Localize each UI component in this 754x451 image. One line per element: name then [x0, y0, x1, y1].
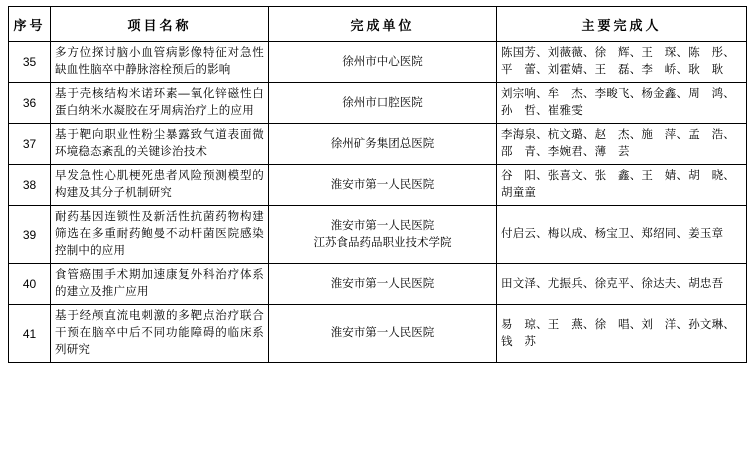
table-row: [9, 305, 747, 363]
people-line: 平 蕾、刘霍婧、王 磊、李 峤、耿 耿: [501, 64, 724, 76]
people-line: 田文泽、尤振兵、徐克平、徐达夫、胡忠吾: [501, 277, 724, 290]
project-name-line: 控制中的应用: [55, 245, 126, 257]
unit-line: 徐州市中心医院: [342, 55, 423, 68]
people-line: 孙 哲、崔雅雯: [501, 105, 583, 117]
project-name-line: 基于经颅直流电刺激的多靶点治疗联合: [55, 310, 264, 322]
project-name-line: 早发急性心肌梗死患者风险预测模型的: [55, 170, 264, 182]
project-name-line: 耐药基因连锁性及新活性抗菌药物构建: [55, 211, 264, 223]
people-line: 邵 青、李婉君、薄 芸: [501, 146, 630, 158]
project-name-line: 基于壳核结构米诺环素—氧化锌磁性白: [55, 88, 264, 100]
project-name-line: 缺血性脑卒中静脉溶栓预后的影响: [55, 64, 231, 76]
column-header-project-name: 项目名称: [51, 7, 269, 42]
project-name-line: 多方位探讨脑小血管病影像特征对急性: [55, 47, 264, 59]
people-line: 钱 苏: [501, 335, 537, 348]
project-name-line: 的建立及推广应用: [55, 286, 149, 298]
cell-project-name: [51, 264, 269, 305]
column-header-people: 主要完成人: [497, 7, 747, 42]
table-body: [9, 42, 747, 363]
people-line: 谷 阳、张喜文、张 鑫、王 婧、胡 晓、: [501, 170, 735, 182]
table-row: [9, 165, 747, 206]
cell-people: [497, 305, 747, 363]
cell-project-name: [51, 83, 269, 124]
project-name-line: 干预在脑卒中后不同功能障碍的临床系: [55, 327, 264, 339]
unit-line: 淮安市第一人民医院: [330, 327, 435, 339]
unit-line: 淮安市第一人民医院: [330, 219, 435, 232]
project-name-line: 蛋白纳米水凝胶在牙周病治疗上的应用: [55, 105, 254, 117]
cell-unit: [269, 264, 497, 305]
cell-no: 36: [9, 83, 51, 124]
cell-no: 37: [9, 124, 51, 165]
project-name-line: 基于靶向职业性粉尘暴露致气道表面微: [55, 129, 264, 141]
cell-no: 40: [9, 264, 51, 305]
unit-line: 徐州市口腔医院: [342, 96, 423, 109]
cell-unit: [269, 206, 497, 264]
cell-people: [497, 42, 747, 83]
table-row: [9, 264, 747, 305]
people-line: 胡童童: [501, 187, 537, 199]
unit-line: 淮安市第一人民医院: [330, 277, 435, 290]
cell-people: [497, 165, 747, 206]
cell-unit: [269, 83, 497, 124]
table-row: [9, 206, 747, 264]
table-row: [9, 83, 747, 124]
cell-no: 35: [9, 42, 51, 83]
table-header-row: [9, 7, 747, 42]
cell-project-name: [51, 305, 269, 363]
project-name-line: 列研究: [55, 344, 91, 356]
cell-unit: [269, 42, 497, 83]
cell-no: 38: [9, 165, 51, 206]
cell-unit: [269, 124, 497, 165]
people-line: 付启云、梅以成、杨宝卫、郑绍同、姜玉章: [501, 228, 724, 240]
unit-line: 江苏食品药品职业技术学院: [313, 236, 452, 249]
table-row: [9, 124, 747, 165]
cell-project-name: [51, 165, 269, 206]
cell-project-name: [51, 42, 269, 83]
award-table: [8, 6, 747, 363]
cell-no: 39: [9, 206, 51, 264]
cell-people: [497, 124, 747, 165]
unit-line: 徐州矿务集团总医院: [330, 137, 435, 150]
table-row: [9, 42, 747, 83]
cell-people: [497, 83, 747, 124]
cell-people: [497, 206, 747, 264]
project-name-line: 食管癌围手术期加速康复外科治疗体系: [55, 269, 264, 281]
cell-project-name: [51, 206, 269, 264]
cell-unit: [269, 165, 497, 206]
people-line: 李海泉、杭文璐、赵 杰、施 萍、孟 浩、: [501, 129, 735, 141]
cell-no: 41: [9, 305, 51, 363]
cell-people: [497, 264, 747, 305]
cell-project-name: [51, 124, 269, 165]
unit-line: 淮安市第一人民医院: [330, 178, 435, 191]
project-name-line: 筛选在多重耐药鲍曼不动杆菌医院感染: [55, 228, 264, 240]
project-name-line: 环境稳态紊乱的关键诊治技术: [55, 146, 208, 158]
cell-unit: [269, 305, 497, 363]
people-line: 陈国芳、刘薇薇、徐 辉、王 琛、陈 彤、: [501, 47, 735, 59]
table-header: [9, 7, 747, 42]
column-header-no: 序号: [9, 7, 51, 42]
project-name-line: 构建及其分子机制研究: [55, 187, 172, 199]
people-line: 刘宗响、牟 杰、李畯飞、杨金鑫、周 鸿、: [501, 88, 735, 100]
column-header-unit: 完成单位: [269, 7, 497, 42]
people-line: 易 琼、王 燕、徐 唱、刘 洋、孙文琳、: [501, 318, 735, 331]
